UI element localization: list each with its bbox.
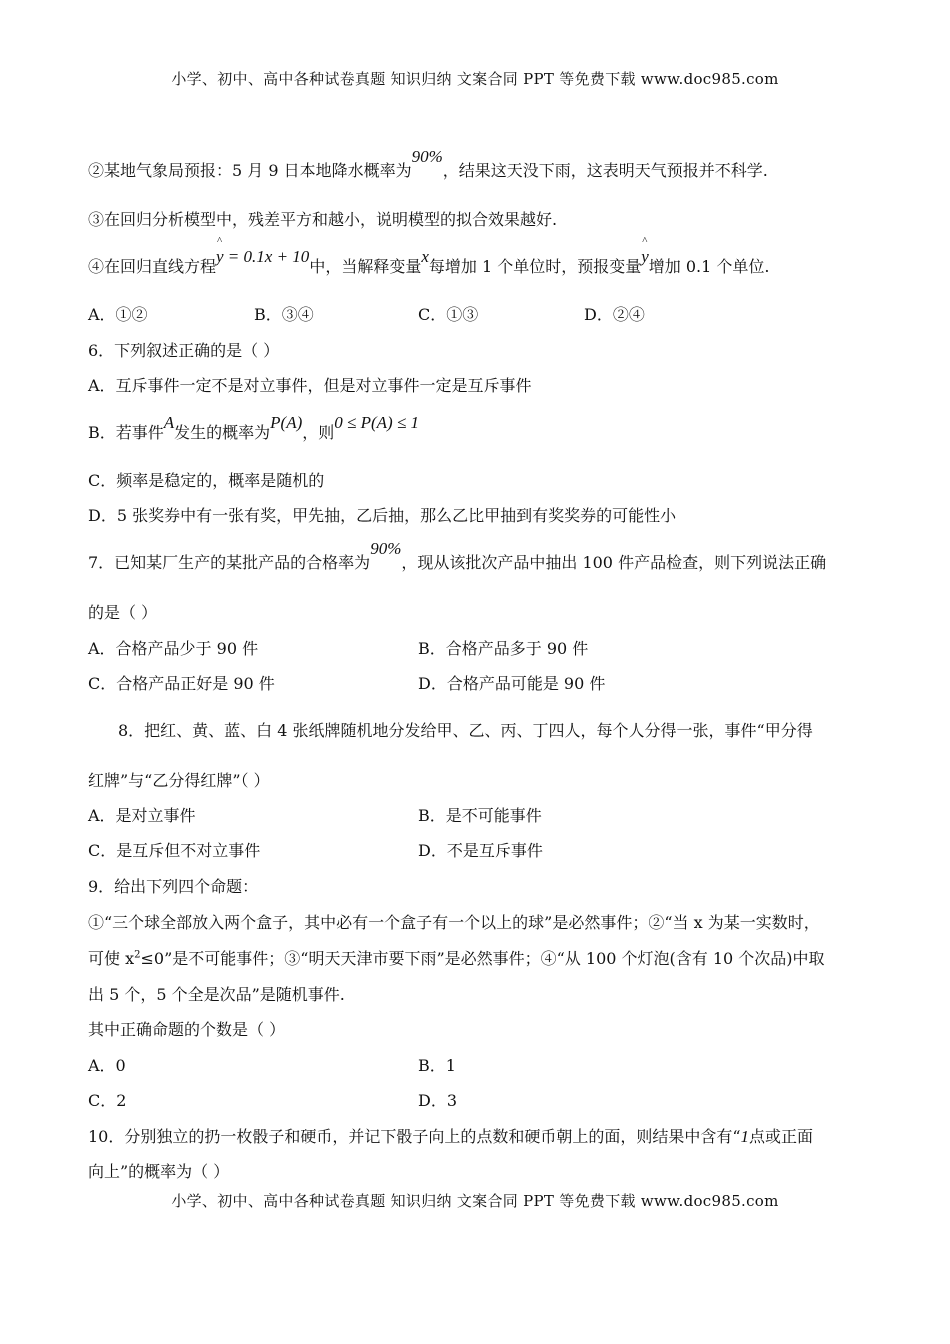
page-footer: 小学、初中、高中各种试卷真题 知识归纳 文案合同 PPT 等免费下载 www.doc985.com	[171, 1192, 779, 1210]
q6-option-d: D．5 张奖券中有一张有奖，甲先抽，乙后抽，那么乙比甲抽到有奖奖券的可能性小	[88, 506, 677, 525]
q5-math-90pct: 90%	[411, 147, 443, 166]
q8-option-c: C．是互斥但不对立事件	[88, 841, 261, 860]
q9-line3: 出 5 个，5 个全是次品”是随机事件.	[88, 985, 345, 1004]
q5-option-a: A．①②	[88, 305, 148, 324]
q10-math-1: 1	[740, 1127, 750, 1146]
q6-option-b: B．若事件A发生的概率为P(A)，则0 ≤ P(A) ≤ 1	[88, 413, 420, 442]
q6-option-a: A．互斥事件一定不是对立事件，但是对立事件一定是互斥事件	[88, 376, 532, 395]
q5-statement-2: ②某地气象局预报：5 月 9 日本地降水概率为90%，结果这天没下雨，这表明天气预报并不科学.	[88, 147, 768, 180]
q10-stem-line2: 向上”的概率为（ ）	[88, 1162, 230, 1181]
q8-stem-line1: 8．把红、黄、蓝、白 4 张纸牌随机地分发给甲、乙、丙、丁四人，每个人分得一张，事件“甲分得	[118, 721, 813, 740]
page-header: 小学、初中、高中各种试卷真题 知识归纳 文案合同 PPT 等免费下载 www.doc985.com	[171, 70, 779, 88]
q7-option-c: C．合格产品正好是 90 件	[88, 674, 275, 693]
q9-option-d: D．3	[418, 1091, 458, 1110]
q5-math-x: x	[421, 247, 429, 266]
q5-option-d: D．②④	[584, 305, 645, 324]
q7-stem-line1: 7．已知某厂生产的某批产品的合格率为90%，现从该批次产品中抽出 100 件产品检查，则下列说法正确	[88, 539, 827, 572]
q9-option-a: A．0	[88, 1056, 126, 1075]
q8-option-d: D．不是互斥事件	[418, 841, 543, 860]
q7-stem-line2: 的是（ ）	[88, 603, 158, 622]
q6-math-a: A	[163, 413, 175, 432]
q5-option-c: C．①③	[418, 305, 479, 324]
q7-option-d: D．合格产品可能是 90 件	[418, 674, 606, 693]
q8-option-b: B．是不可能事件	[418, 806, 542, 825]
q5-math-y-hat: ^ y	[641, 247, 649, 267]
q5-statement-4: ④在回归直线方程^ y = 0.1x + 10中，当解释变量x每增加 1 个单位时，预报变量^ y增加 0.1 个单位.	[88, 254, 770, 277]
q9-stem: 9．给出下列四个命题：	[88, 877, 259, 896]
q5-regression-equation: ^ y = 0.1x + 10	[216, 247, 309, 267]
q7-option-a: A．合格产品少于 90 件	[88, 639, 259, 658]
q9-line1: ①“三个球全部放入两个盒子，其中必有一个盒子有一个以上的球”是必然事件；②“当 x 为某一实数时，	[88, 913, 820, 932]
q8-stem-line2: 红牌”与“乙分得红牌”（ ）	[88, 771, 270, 790]
q9-option-b: B．1	[418, 1056, 456, 1075]
q10-stem-line1: 10．分别独立的扔一枚骰子和硬币，并记下骰子向上的点数和硬币朝上的面，则结果中含有“1点或正面	[88, 1127, 814, 1146]
q6-math-inequality: 0 ≤ P(A) ≤ 1	[334, 413, 420, 432]
q9-line4: 其中正确命题的个数是（ ）	[88, 1020, 286, 1039]
q7-math-90pct: 90%	[370, 539, 402, 558]
q6-stem: 6．下列叙述正确的是（ ）	[88, 341, 280, 360]
q9-line2: 可使 $x^2\le 0$”是不可能事件；③“明天天津市要下雨”是必然事件；④“从 100 个灯泡(含有 10 个次品)中取	[88, 949, 825, 968]
q8-option-a: A．是对立事件	[88, 806, 196, 825]
q5-option-b: B．③④	[254, 305, 314, 324]
q6-option-c: C．频率是稳定的，概率是随机的	[88, 471, 325, 490]
q7-option-b: B．合格产品多于 90 件	[418, 639, 589, 658]
q6-math-pa: P(A)	[270, 413, 303, 432]
q9-option-c: C．2	[88, 1091, 127, 1110]
q5-statement-3: ③在回归分析模型中，残差平方和越小，说明模型的拟合效果越好.	[88, 210, 558, 229]
